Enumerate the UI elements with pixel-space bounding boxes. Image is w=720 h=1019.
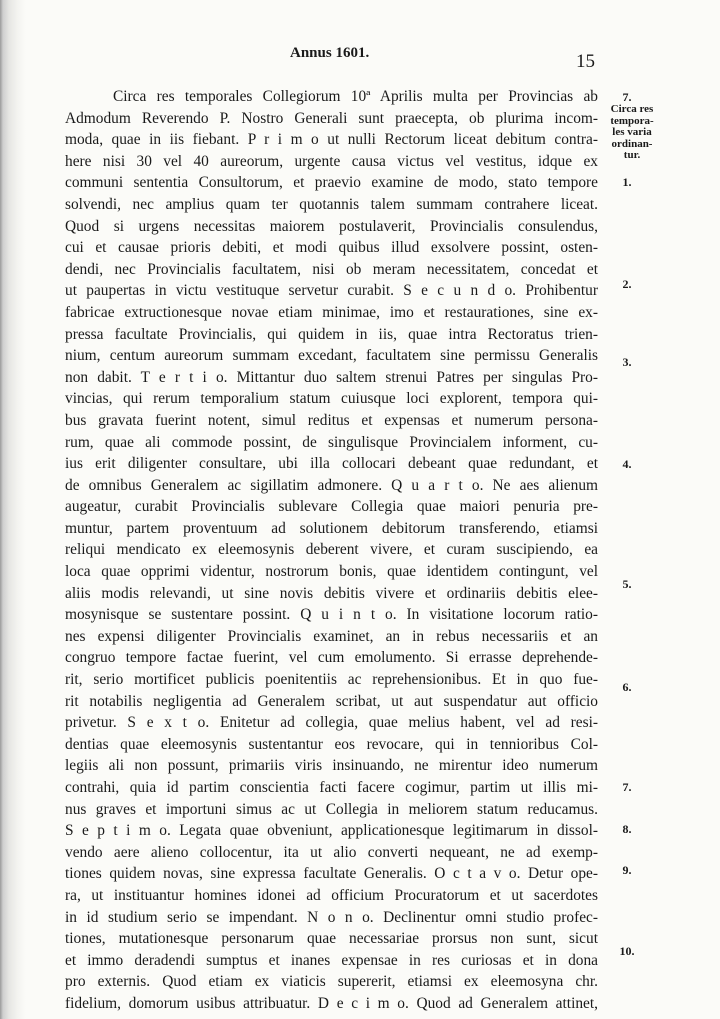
text-line: tiones quidem novas, sine expressa facultate Generalis. O c t a v o. Detur ope- xyxy=(65,865,598,883)
marginal-heading-line: tur. xyxy=(623,149,641,161)
text-line: privetur. S e x t o. Enitetur ad collegia, quae melius habent, vel ad resi- xyxy=(65,714,598,732)
text-line: rit notabilis negligentia ad Generalem scribat, ut aut suspendatur aut officio xyxy=(65,692,598,710)
marginal-number: 1. xyxy=(622,175,632,189)
page-number: 15 xyxy=(576,51,595,72)
text-line: legiis ali non possunt, primariis viris insinuando, ne mirentur ideo numerum xyxy=(65,757,598,775)
marginal-number: 5. xyxy=(622,577,632,591)
text-line: nium, centum aureorum summam excedant, facultatem sine permissu Generalis xyxy=(65,347,598,365)
text-line: rit, serio mortificet publicis poenitentiis ac reprehensionibus. Et in quo fue- xyxy=(65,671,598,689)
text-line: pressa facultate Provincialis, qui quidem in iis, quae intra Rectoratus trien- xyxy=(65,325,598,343)
marginal-number: 3. xyxy=(622,355,632,369)
text-line: moda, quae in iis fiebant. P r i m o ut nulli Rectorum liceat debitum contra- xyxy=(65,131,598,149)
text-line: tiones, mutationesque personarum quae necessariae prorsus non sunt, sicut xyxy=(65,930,598,948)
text-line: fabricae extructionesque novae etiam minimae, imo et restaurationes, sine ex- xyxy=(65,303,598,321)
text-line: nus graves et importuni simus ac ut Collegia in meliorem statum reducamus. xyxy=(65,800,598,818)
marginal-number: 6. xyxy=(622,680,632,694)
text-line: aliis modis relevandi, ut sine novis debitis vivere et ordinariis debitis elee- xyxy=(65,584,598,602)
text-line: contrahi, quia id partim conscientia facti facere cogimur, partim ut illis mi- xyxy=(65,779,598,796)
text-line: reliqui mendicato ex eleemosynis deberent vivere, et curam suscipiendo, ea xyxy=(65,541,598,559)
text-line: pro externis. Quod etiam ex viaticis supererit, etiamsi ex eleemosyna chr. xyxy=(65,973,598,991)
text-line: non dabit. T e r t i o. Mittantur duo saltem strenui Patres per singulas Pro- xyxy=(65,368,598,386)
text-line: rum, quae ali commode possint, de singulisque Provincialem informent, cu- xyxy=(65,433,598,451)
text-line: bus gravata fuerint notent, simul reditus et expensas et numerum persona- xyxy=(65,411,598,429)
text-line: S e p t i m o. Legata quae obveniunt, applicationesque legitimarum in dissol- xyxy=(65,822,598,840)
marginal-number: 9. xyxy=(622,863,632,877)
text-line: augeatur, curabit Provincialis sublevare Collegia quae maiori penuria pre- xyxy=(65,498,598,516)
book-spine-shadow xyxy=(0,0,26,1019)
text-line: Circa res temporales Collegiorum 10ª Aprilis multa per Provincias ab xyxy=(113,88,598,105)
marginal-heading-line: les varia xyxy=(612,126,652,138)
marginal-number: 4. xyxy=(622,457,632,471)
marginal-number: 10. xyxy=(619,944,635,958)
text-line: loca quae opprimi videntur, nostrorum bonis, quae identidem contingunt, vel xyxy=(65,563,598,581)
main-text-block xyxy=(65,86,598,1015)
text-line: vendo aere alieno collocentur, ita ut alio converti nequeant, ne ad exemp- xyxy=(65,843,598,861)
marginal-number: 8. xyxy=(622,822,632,836)
text-line: mosynisque se sustentare possint. Q u i n t o. In visitatione locorum ratio- xyxy=(65,606,598,624)
text-line: ra, ut instituantur homines idonei ad officium Procuratorum et ut sacerdotes xyxy=(65,886,598,904)
text-line: nes expensi diligenter Provincialis examinet, an in rebus necessariis et an xyxy=(65,627,598,645)
text-line: de omnibus Generalem ac sigillatim admonere. Q u a r t o. Ne aes alienum xyxy=(65,476,598,494)
text-line: in id studium serio se impendant. N o n o. Declinentur omni studio profec- xyxy=(65,908,598,926)
text-line: dentias quae eleemosynis sustentantur eos revocare, qui in tennioribus Col- xyxy=(65,735,598,753)
marginal-heading-line: ordinan- xyxy=(611,137,653,150)
text-line: et immo deradendi sumptus et inanes expensae in res curiosas et in dona xyxy=(65,951,598,969)
text-line: muntur, partem proventuum ad solutionem debitorum transferendo, etiamsi xyxy=(65,519,598,537)
marginal-number: 7. xyxy=(622,90,632,104)
text-line: here nisi 30 vel 40 aureorum, urgente causa victus vel vestitus, idque ex xyxy=(65,152,598,170)
text-line: cui et causae prioris debiti, et modi quibus illud exsolvere possint, osten- xyxy=(65,239,598,257)
text-line: ius erit diligenter consultare, ubi illa collocari debeant quae redundant, et xyxy=(65,455,598,473)
marginal-heading xyxy=(600,104,664,162)
marginal-heading-line: tempora- xyxy=(610,114,654,127)
text-line: communi sententia Consultorum, et praevio examine de modo, stato tempore xyxy=(65,174,598,192)
marginal-number: 2. xyxy=(622,277,632,291)
text-line: congruo tempore factae fuerint, vel cum emolumento. Si errasse deprehende- xyxy=(65,649,598,667)
text-line: vincias, qui rerum temporalium statum cuiusque loci explorent, tempora qui- xyxy=(65,390,598,408)
running-title: Annus 1601. xyxy=(290,45,370,61)
text-line: ut paupertas in victu vestituque servetur curabit. S e c u n d o. Prohibentur xyxy=(65,282,598,300)
text-line: Quod si urgens necessitas maiorem postulaverit, Provincialis consulendus, xyxy=(65,217,598,235)
text-line: fidelium, domorum usibus attribuatur. D e c i m o. Quod ad Generalem attinet, xyxy=(65,994,598,1012)
text-line: solvendi, nec amplius quam ter quotannis talem summam contrahere liceat. xyxy=(65,195,598,213)
marginal-number: 7. xyxy=(622,780,632,794)
text-line: Admodum Reverendo P. Nostro Generali sunt praecepta, ob plurima incom- xyxy=(65,109,598,127)
marginal-heading-line: Circa res xyxy=(610,103,654,115)
text-line: dendi, nec Provincialis facultatem, nisi ob meram necessitatem, concedat et xyxy=(65,260,598,278)
page-header xyxy=(0,45,720,72)
